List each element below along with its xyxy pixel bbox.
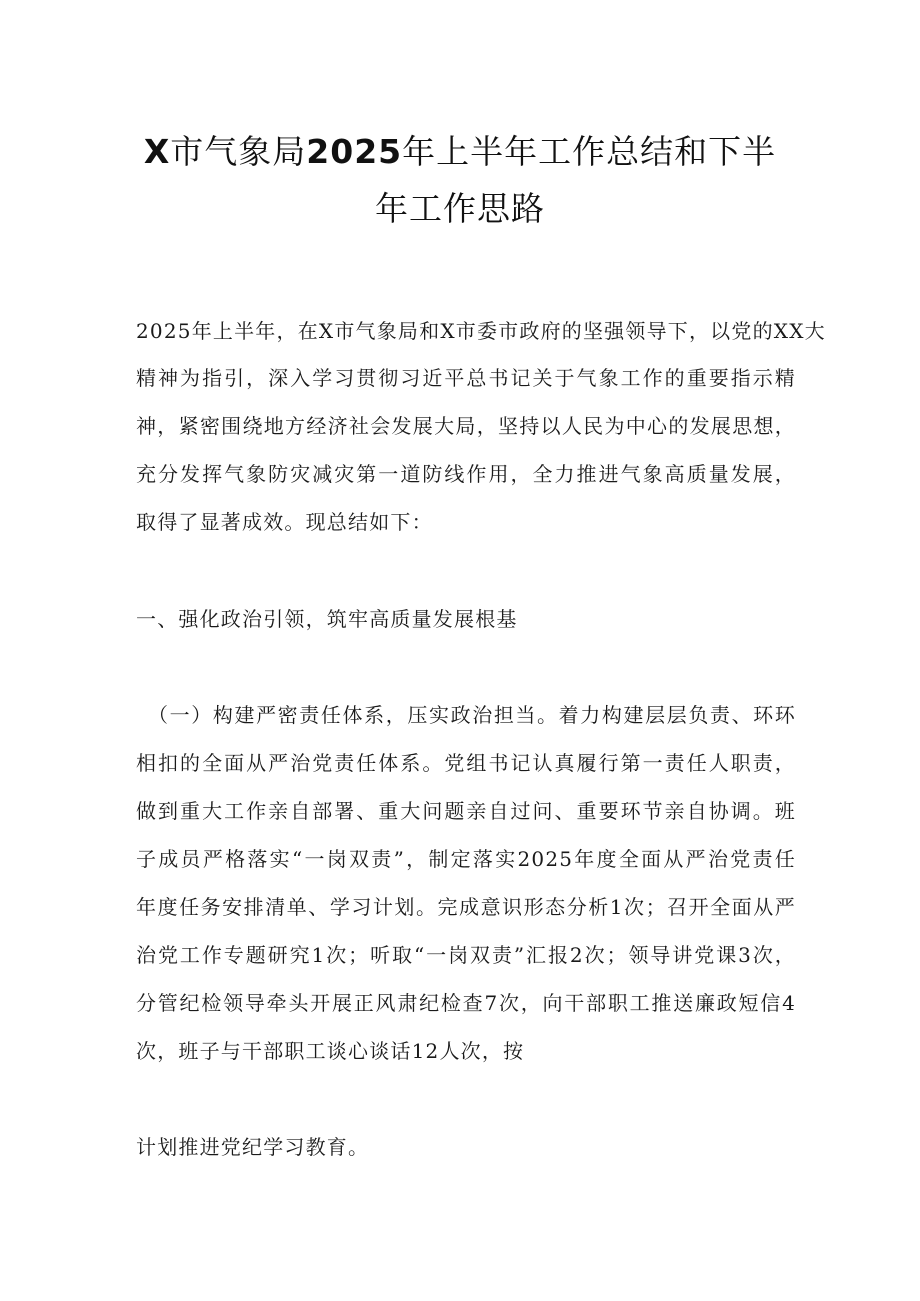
intro-line: 2025年上半年，在X市气象局和X市委市政府的坚强领导下，以党的XX大 [136, 319, 826, 343]
subsection-line: （一）构建严密责任体系，压实政治担当。着力构建层层负责、环环 [148, 703, 796, 727]
subsection-line: 治党工作专题研究1次；听取“一岗双责”汇报2次；领导讲党课3次， [136, 943, 796, 967]
subsection-line: 相扣的全面从严治党责任体系。党组书记认真履行第一责任人职责， [136, 751, 796, 775]
document-title-line-1 [120, 126, 800, 173]
section-heading: 一、强化政治引领，筑牢高质量发展根基 [136, 607, 518, 631]
subsection-line: 子成员严格落实“一岗双责”，制定落实2025年度全面从严治党责任 [136, 847, 796, 871]
subsection-line: 次，班子与干部职工谈心谈话12人次，按 [136, 1039, 525, 1063]
continuation-line: 计划推进党纪学习教育。 [136, 1135, 370, 1159]
title-city-x: X [143, 132, 171, 171]
document-title-line-2: 年工作思路 [375, 189, 545, 228]
subsection-line: 做到重大工作亲自部署、重大问题亲自过问、重要环节亲自协调。班 [136, 799, 796, 823]
title-rest: 年上半年工作总结和下半 [402, 132, 777, 171]
title-year: 2025 [306, 132, 403, 171]
subsection-line: 年度任务安排清单、学习计划。完成意识形态分析1次；召开全面从严 [136, 895, 796, 919]
intro-line: 取得了显著成效。现总结如下： [136, 510, 433, 534]
subsection-line: 分管纪检领导牵头开展正风肃纪检查7次，向干部职工推送廉政短信4 [136, 991, 796, 1015]
intro-line: 充分发挥气象防灾减灾第一道防线作用，全力推进气象高质量发展， [136, 462, 796, 486]
title-bureau: 市气象局 [170, 132, 307, 171]
intro-line: 神，紧密围绕地方经济社会发展大局，坚持以人民为中心的发展思想， [136, 414, 796, 438]
intro-line: 精神为指引，深入学习贯彻习近平总书记关于气象工作的重要指示精 [136, 366, 796, 390]
